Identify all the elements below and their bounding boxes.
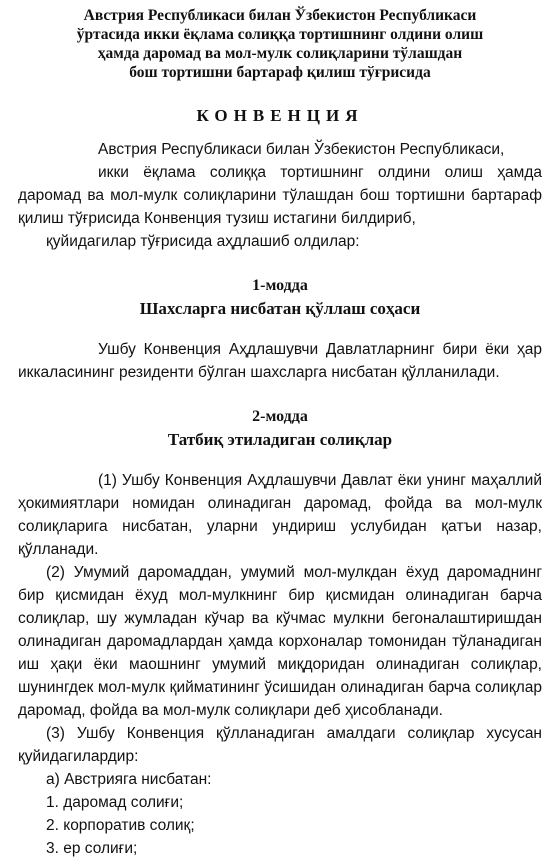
preamble (18, 138, 542, 253)
tax-list (18, 768, 542, 860)
article-title: Татбиқ этиладиган солиқлар (167, 430, 393, 449)
list-item: а) Австрияга нисбатан: (46, 771, 212, 788)
list-item: 1. даромад солиғи; (46, 794, 184, 811)
article-1-heading (18, 275, 542, 320)
article-title: Шахсларга нисбатан қўллаш соҳаси (139, 299, 421, 318)
document-title (18, 6, 542, 82)
title-line: Австрия Республикаси билан Ўзбекистон Республикаси (83, 7, 477, 24)
title-line: бош тортишни бартараф қилиш тўғрисида (129, 64, 431, 81)
article-number: 2-модда (252, 408, 308, 425)
preamble-line: қуйидагилар тўғрисида аҳдлашиб олдилар: (46, 233, 360, 250)
title-line: ўртасида икки ёқлама солиққа тортишнинг олдини олиш (76, 26, 484, 43)
article-number: 1-модда (252, 277, 308, 294)
convention-heading: КОНВЕНЦИЯ (196, 106, 364, 125)
list-item: 2. корпоратив солиқ; (46, 817, 195, 834)
list-item: 3. ер солиғи; (46, 840, 138, 857)
article-2-paragraph: (1) Ушбу Конвенция Аҳдлашувчи Давлат ёки унинг маҳаллий ҳокимиятлари номидан олинадиган даромад, фойда ва мол-мулк солиқларига нисбатан, уларни ундириш услубидан қатъи назар, қўлланади. (18, 472, 542, 558)
preamble-line: Австрия Республикаси билан Ўзбекистон Республикаси, (98, 141, 505, 158)
article-2-paragraph: (3) Ушбу Конвенция қўлланадиган амалдаги солиқлар хусусан қуйидагилардир: (18, 725, 542, 765)
article-2-paragraph: (2) Умумий даромаддан, умумий мол-мулкдан ёхуд даромаднинг бир қисмидан ёхуд мол-мулкнинг бир қисмидан олинадиган барча солиқлар, шу жумладан кўчар ва кўчмас мулкни бегоналаштиришдан олинадиган даромадлардан ҳамда корхоналар томонидан тўланадиган иш ҳақи ёки маошнинг умумий миқдоридан олинадиган солиқлар, шунингдек мол-мулк қийматининг ўсишидан олинадиган барча солиқлар даромад, фойда ва мол-мулк солиқлари деб ҳисобланади. (18, 564, 542, 719)
article-2-heading (18, 406, 542, 451)
article-1-text: Ушбу Конвенция Аҳдлашувчи Давлатларнинг бири ёки ҳар иккаласининг резиденти бўлган шахсларга нисбатан қўлланилади. (18, 341, 542, 381)
preamble-paragraph: икки ёқлама солиққа тортишнинг олдини олиш ҳамда даромад ва мол-мулк солиқларини тўлашдан бош тортишни бартараф қилиш тўғрисида Конвенция тузиш истагини билдириб, (18, 164, 542, 227)
title-line: ҳамда даромад ва мол-мулк солиқларини тўлашдан (97, 45, 463, 62)
